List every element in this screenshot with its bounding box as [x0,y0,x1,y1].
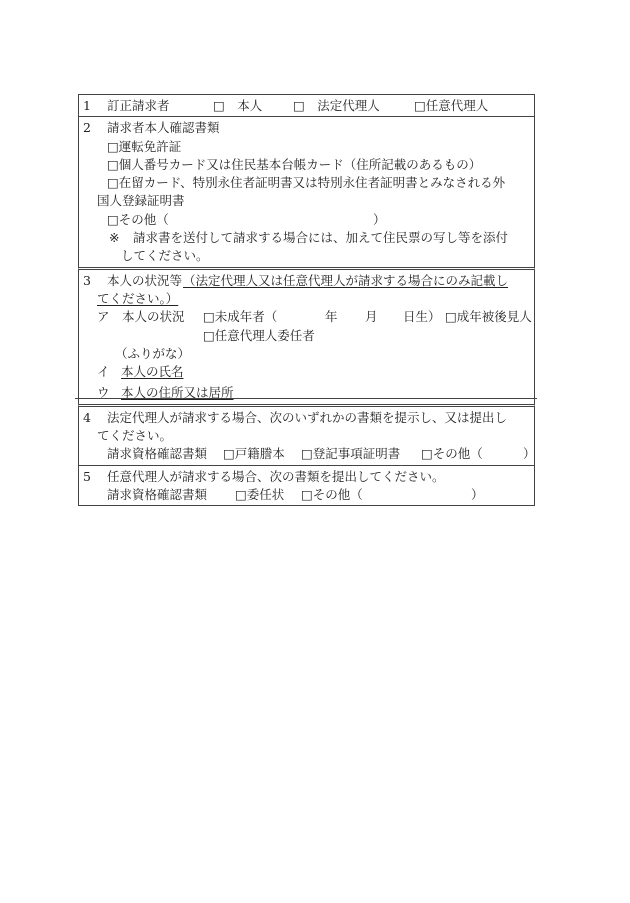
birth-year-label: 年 [325,309,338,325]
note-text-line2: してください。 [121,248,209,264]
checkbox-adult-ward[interactable]: □成年被後見人 [445,309,532,325]
birth-month-label: 月 [365,309,378,325]
request-form-table [78,94,535,506]
legal-agent-instruction-line1: 法定代理人が請求する場合、次のいずれかの書類を提示し、又は提出し [107,409,508,425]
checkbox-power-of-attorney[interactable]: □委任状 [235,486,285,502]
checkbox-registry-certificate[interactable]: □登記事項証明書 [301,446,401,462]
checkbox-other-voluntary-doc[interactable]: □その他（ [301,486,363,502]
checkbox-family-register[interactable]: □戸籍謄本 [223,446,285,462]
birth-day-label: 日生） [403,309,441,325]
other-legal-doc-close-paren: ） [523,446,536,462]
section-identity-documents [78,116,535,266]
principal-status-condition-2: てください。） [97,290,179,306]
other-voluntary-doc-close-paren: ） [471,486,484,502]
checkbox-residence-card[interactable]: □在留カード、特別永住者証明書又は特別永住者証明書とみなされる外 [107,175,506,191]
section-number: 2 [83,120,91,136]
checkbox-voluntary-agent[interactable]: □任意代理人 [414,98,489,113]
note-text-line1: 請求書を送付して請求する場合には、加えて住民票の写し等を添付 [133,230,509,246]
name-item-mark: イ [97,364,110,380]
principal-address-label: 本人の住所又は居所 [121,385,234,401]
furigana-label: （ふりがな） [115,345,191,361]
checkbox-delegating-principal[interactable]: □任意代理人委任者 [203,327,315,343]
principal-status-condition-1: （法定代理人又は任意代理人が請求する場合にのみ記載し [183,272,509,288]
section-number: 1 [83,98,91,113]
other-id-close-paren: ） [373,211,386,227]
section-legal-agent-documents [78,404,535,465]
section-number: 4 [83,409,91,425]
checkbox-other-legal-doc[interactable]: □その他（ [421,446,483,462]
checkbox-my-number-card[interactable]: □個人番号カード又は住民基本台帳カード（住所記載のあるもの） [107,156,482,172]
section-number: 5 [83,468,91,484]
legal-agent-instruction-line2: てください。 [97,428,173,444]
requester-label: 訂正請求者 [107,98,170,113]
identity-documents-label: 請求者本人確認書類 [107,120,220,136]
section-principal-status [78,267,535,404]
section-number: 3 [83,272,91,288]
principal-status-item-label: ア 本人の状況 [97,309,185,325]
principal-name-label: 本人の氏名 [121,364,184,380]
section-voluntary-agent-documents [78,465,535,507]
principal-status-label: 本人の状況等 [107,272,183,288]
voluntary-agent-instruction: 任意代理人が請求する場合、次の書類を提出してください。 [107,468,445,484]
checkbox-minor[interactable]: □未成年者（ [203,309,278,325]
checkbox-legal-agent[interactable]: □ 法定代理人 [293,98,380,113]
residence-card-continued: 国人登録証明書 [97,193,185,209]
checkbox-self[interactable]: □ 本人 [213,98,263,113]
note-mark: ※ [109,230,120,246]
voluntary-agent-doc-label: 請求資格確認書類 [107,486,208,502]
checkbox-drivers-license[interactable]: □運転免許証 [107,138,182,154]
checkbox-other-id[interactable]: □その他（ [107,211,169,227]
address-item-mark: ウ [97,385,110,401]
legal-agent-doc-label: 請求資格確認書類 [107,446,208,462]
section-requester [78,94,535,116]
